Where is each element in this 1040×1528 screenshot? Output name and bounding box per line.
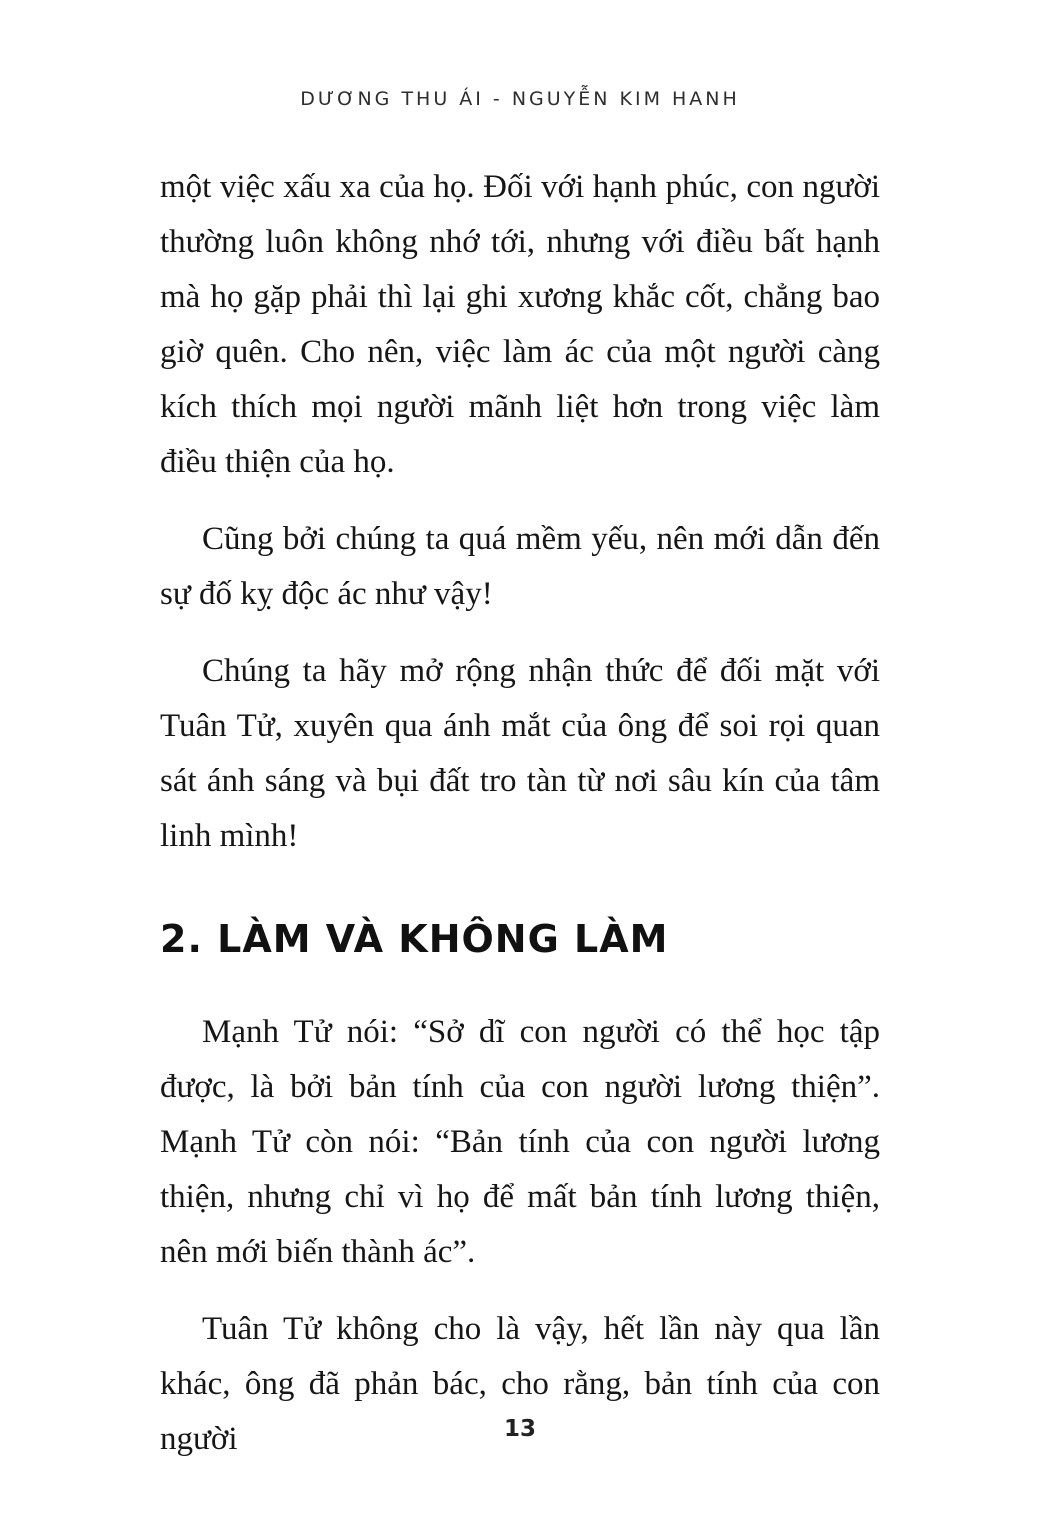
body-text	[160, 160, 880, 1467]
paragraph: Mạnh Tử nói: “Sở dĩ con người có thể học tập được, là bởi bản tính của con người lương thiện”. Mạnh Tử còn nói: “Bản tính của con người lương thiện, nhưng chỉ vì họ để mất bản tính lương thiện, nên mới biến thành ác”.	[160, 1014, 880, 1270]
running-head-authors: DƯƠNG THU ÁI - NGUYỄN KIM HANH	[300, 88, 740, 110]
page-number: 13	[503, 1416, 536, 1442]
paragraph: Cũng bởi chúng ta quá mềm yếu, nên mới dẫn đến sự đố kỵ độc ác như vậy!	[160, 521, 880, 612]
paragraph: một việc xấu xa của họ. Đối với hạnh phúc, con người thường luôn không nhớ tới, nhưng với điều bất hạnh mà họ gặp phải thì lại ghi xương khắc cốt, chẳng bao giờ quên. Cho nên, việc làm ác của một người càng kích thích mọi người mãnh liệt hơn trong việc làm điều thiện của họ.	[160, 169, 880, 480]
section-heading: 2. LÀM VÀ KHÔNG LÀM	[160, 917, 669, 961]
paragraph: Chúng ta hãy mở rộng nhận thức để đối mặt với Tuân Tử, xuyên qua ánh mắt của ông để soi rọi quan sát ánh sáng và bụi đất tro tàn từ nơi sâu kín của tâm linh mình!	[160, 653, 880, 854]
paragraph: Tuân Tử không cho là vậy, hết lần này qua lần khác, ông đã phản bác, cho rằng, bản tính của con người	[160, 1311, 880, 1457]
